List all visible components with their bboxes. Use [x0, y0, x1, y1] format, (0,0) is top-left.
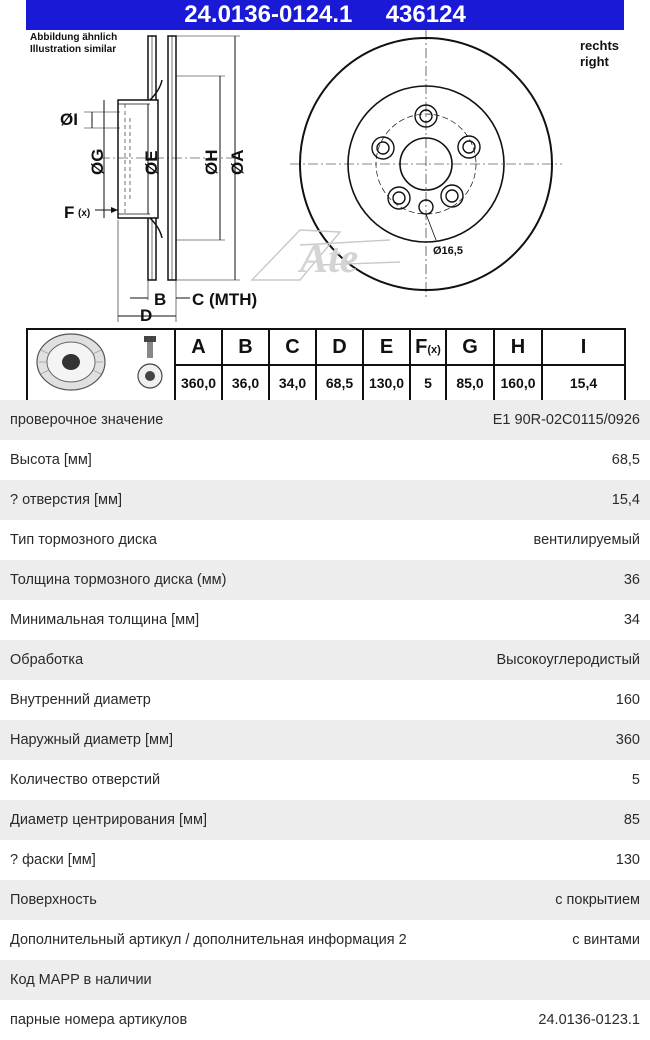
spec-label: Диаметр центрирования [мм]	[10, 812, 208, 828]
spec-label: Наружный диаметр [мм]	[10, 732, 174, 748]
spec-row	[0, 840, 650, 880]
dim-value-H: 160,0	[494, 365, 542, 401]
spec-row	[0, 440, 650, 480]
spec-value: 15,4	[611, 492, 640, 508]
spec-row	[0, 680, 650, 720]
label-B: B	[154, 290, 167, 309]
spec-label: ? фаски [мм]	[10, 852, 96, 868]
dim-header-H: H	[494, 329, 542, 365]
spec-row	[0, 880, 650, 920]
dim-value-A: 360,0	[175, 365, 222, 401]
spec-row	[0, 600, 650, 640]
caption-en: Illustration similar	[30, 44, 117, 55]
spec-row	[0, 640, 650, 680]
spec-label: Количество отверстий	[10, 772, 161, 788]
dim-value-D: 68,5	[316, 365, 363, 401]
disc-thumbnail-icon	[31, 330, 171, 394]
label-G: ØG	[88, 148, 107, 175]
label-E: ØE	[142, 150, 161, 175]
dim-header-I: I	[542, 329, 625, 365]
dimension-table	[26, 328, 626, 402]
disc-drawing	[0, 0, 650, 330]
spec-label: Код MAPP в наличии	[10, 972, 152, 988]
spec-label: Тип тормозного диска	[10, 532, 157, 548]
spec-value: 24.0136-0123.1	[538, 1012, 640, 1028]
spec-value: E1 90R-02C0115/0926	[492, 412, 640, 428]
label-C-mth: C (MTH)	[192, 290, 258, 309]
dim-value-B: 36,0	[222, 365, 269, 401]
hole-diameter-label: Ø16,5	[433, 245, 463, 257]
dim-header-G: G	[446, 329, 494, 365]
dim-header-F-suffix: (x)	[427, 343, 441, 356]
dim-header-B: B	[222, 329, 269, 365]
spec-label: парные номера артикулов	[10, 1012, 188, 1028]
spec-value: 68,5	[611, 452, 640, 468]
spec-value: 36	[623, 572, 640, 588]
spec-label: Толщина тормозного диска (мм)	[10, 572, 227, 588]
dim-value-F: 5	[410, 365, 446, 401]
spec-value: 360	[615, 732, 640, 748]
spec-row	[0, 520, 650, 560]
caption-de: Abbildung ähnlich	[30, 32, 118, 43]
label-D: D	[140, 306, 153, 325]
spec-row	[0, 720, 650, 760]
technical-drawing	[0, 0, 650, 400]
spec-row	[0, 400, 650, 440]
spec-value: с винтами	[572, 932, 640, 948]
spec-label: ? отверстия [мм]	[10, 492, 123, 508]
side-label-en: right	[580, 54, 609, 69]
label-I: ØI	[60, 110, 78, 129]
spec-row	[0, 760, 650, 800]
spec-value: 160	[615, 692, 640, 708]
spec-row	[0, 560, 650, 600]
dim-header-F-letter: F	[415, 335, 428, 358]
spec-label: Дополнительный артикул / дополнительная информация 2	[10, 932, 407, 948]
dim-header-F	[410, 329, 446, 365]
dim-header-C: C	[269, 329, 316, 365]
dim-value-E: 130,0	[363, 365, 410, 401]
spec-label: проверочное значение	[10, 412, 164, 428]
spec-label: Обработка	[10, 652, 84, 668]
label-H: ØH	[202, 149, 221, 175]
dim-value-G: 85,0	[446, 365, 494, 401]
spec-list	[0, 400, 650, 1040]
spec-row	[0, 1000, 650, 1040]
spec-value: Высокоуглеродистый	[496, 652, 640, 668]
dim-value-I: 15,4	[542, 365, 625, 401]
spec-value: вентилируемый	[533, 532, 640, 548]
label-F: F	[64, 203, 75, 222]
side-label-de: rechts	[580, 38, 620, 53]
spec-label: Высота [мм]	[10, 452, 92, 468]
spec-row	[0, 920, 650, 960]
spec-label: Внутренний диаметр	[10, 692, 151, 708]
spec-value: 130	[615, 852, 640, 868]
disc-cross-section	[84, 36, 240, 322]
dim-value-C: 34,0	[269, 365, 316, 401]
spec-row	[0, 480, 650, 520]
spec-value: 85	[623, 812, 640, 828]
label-A: ØA	[228, 149, 247, 175]
spec-value: 5	[631, 772, 640, 788]
dim-header-A: A	[175, 329, 222, 365]
alt-article-number: 436124	[385, 1, 466, 28]
spec-label: Минимальная толщина [мм]	[10, 612, 200, 628]
spec-row	[0, 960, 650, 1000]
spec-value: 34	[623, 612, 640, 628]
disc-thumbnail	[27, 329, 175, 401]
spec-value: с покрытием	[555, 892, 640, 908]
article-number: 24.0136-0124.1	[184, 1, 353, 28]
spec-row	[0, 800, 650, 840]
dim-header-D: D	[316, 329, 363, 365]
brand-watermark	[252, 230, 400, 282]
dim-header-E: E	[363, 329, 410, 365]
ate-logo: Ate	[300, 236, 359, 282]
screw-icon	[138, 336, 162, 388]
label-F-suffix: (x)	[78, 208, 91, 219]
spec-label: Поверхность	[10, 892, 97, 908]
